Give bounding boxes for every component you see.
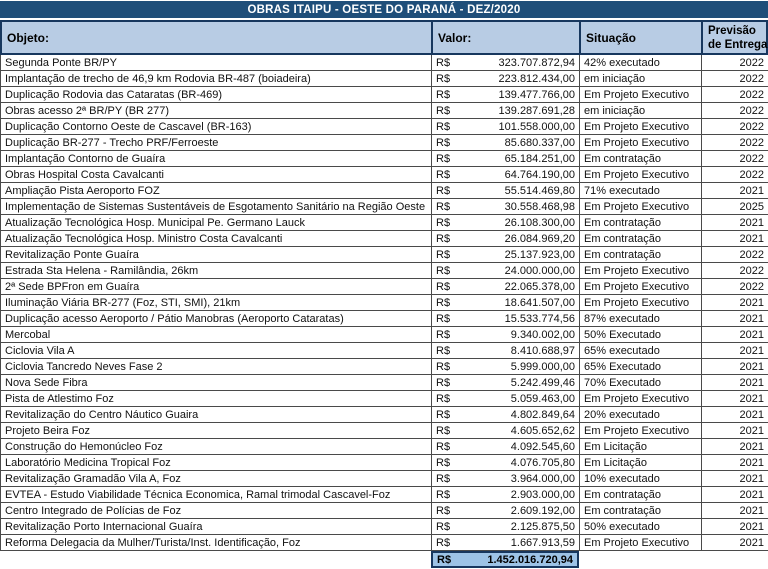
objeto-cell: Nova Sede Fibra: [1, 375, 432, 391]
currency-symbol: R$: [436, 56, 451, 69]
table-row: [0, 375, 768, 391]
situacao-cell: Em Licitação: [580, 439, 702, 455]
table-row: [0, 71, 768, 87]
column-header-situacao: Situação: [581, 22, 703, 53]
currency-symbol: R$: [436, 360, 451, 373]
valor-cell: [432, 407, 580, 423]
valor-amount: 5.059.463,00: [510, 392, 575, 405]
valor-amount: 323.707.872,94: [498, 56, 575, 69]
valor-cell: [432, 375, 580, 391]
objeto-cell: Atualização Tecnológica Hosp. Municipal Pe. Germano Lauck: [1, 215, 432, 231]
objeto-cell: Implementação de Sistemas Sustentáveis de Esgotamento Sanitário na Região Oeste: [1, 199, 432, 215]
objeto-cell: Centro Integrado de Polícias de Foz: [1, 503, 432, 519]
previsao-cell: 2022: [702, 279, 768, 295]
objeto-cell: Implantação de trecho de 46,9 km Rodovia BR-487 (boiadeira): [1, 71, 432, 87]
objeto-cell: Revitalização Ponte Guaíra: [1, 247, 432, 263]
objeto-cell: Mercobal: [1, 327, 432, 343]
table-row: [0, 327, 768, 343]
objeto-cell: Ciclovia Tancredo Neves Fase 2: [1, 359, 432, 375]
situacao-cell: Em Projeto Executivo: [580, 391, 702, 407]
currency-symbol: R$: [436, 184, 451, 197]
valor-cell: [432, 55, 580, 71]
table-row: [0, 263, 768, 279]
valor-cell: [432, 215, 580, 231]
objeto-cell: Duplicação BR-277 - Trecho PRF/Ferroeste: [1, 135, 432, 151]
currency-symbol: R$: [436, 392, 451, 405]
table-row: [0, 135, 768, 151]
valor-amount: 22.065.378,00: [504, 280, 575, 293]
valor-amount: 3.964.000,00: [510, 472, 575, 485]
situacao-cell: Em Projeto Executivo: [580, 263, 702, 279]
objeto-cell: 2ª Sede BPFron em Guaíra: [1, 279, 432, 295]
situacao-cell: em iniciação: [580, 71, 702, 87]
previsao-cell: 2021: [702, 343, 768, 359]
situacao-cell: 50% Executado: [580, 327, 702, 343]
valor-amount: 139.287.691,28: [498, 104, 575, 117]
total-row-empty-situacao: [579, 551, 701, 568]
valor-amount: 4.802.849,64: [510, 408, 575, 421]
valor-cell: [432, 183, 580, 199]
table-row: [0, 455, 768, 471]
previsao-cell: 2021: [702, 327, 768, 343]
total-row-empty-left: [0, 551, 431, 568]
total-currency-symbol: R$: [437, 553, 452, 566]
objeto-cell: Atualização Tecnológica Hosp. Ministro Costa Cavalcanti: [1, 231, 432, 247]
situacao-cell: Em Projeto Executivo: [580, 535, 702, 551]
situacao-cell: em iniciação: [580, 103, 702, 119]
table-row: [0, 119, 768, 135]
valor-amount: 8.410.688,97: [510, 344, 575, 357]
objeto-cell: EVTEA - Estudo Viabilidade Técnica Economica, Ramal trimodal Cascavel-Foz: [1, 487, 432, 503]
previsao-cell: 2021: [702, 519, 768, 535]
table-row: [0, 103, 768, 119]
table-row: [0, 87, 768, 103]
situacao-cell: Em Projeto Executivo: [580, 119, 702, 135]
currency-symbol: R$: [436, 120, 451, 133]
currency-symbol: R$: [436, 88, 451, 101]
valor-cell: [432, 455, 580, 471]
table-body: [0, 55, 768, 551]
valor-cell: [432, 167, 580, 183]
valor-amount: 26.108.300,00: [504, 216, 575, 229]
table-row: [0, 167, 768, 183]
valor-cell: [432, 119, 580, 135]
valor-amount: 25.137.923,00: [504, 248, 575, 261]
valor-cell: [432, 359, 580, 375]
valor-amount: 15.533.774,56: [504, 312, 575, 325]
currency-symbol: R$: [436, 536, 451, 549]
previsao-cell: 2021: [702, 375, 768, 391]
valor-amount: 5.242.499,46: [510, 376, 575, 389]
currency-symbol: R$: [436, 488, 451, 501]
previsao-cell: 2021: [702, 439, 768, 455]
objeto-cell: Segunda Ponte BR/PY: [1, 55, 432, 71]
valor-cell: [432, 487, 580, 503]
situacao-cell: 70% Executado: [580, 375, 702, 391]
valor-cell: [432, 327, 580, 343]
previsao-cell: 2021: [702, 359, 768, 375]
table-row: [0, 215, 768, 231]
situacao-cell: Em Projeto Executivo: [580, 135, 702, 151]
currency-symbol: R$: [436, 104, 451, 117]
total-row: [0, 551, 768, 568]
situacao-cell: 42% executado: [580, 55, 702, 71]
currency-symbol: R$: [436, 280, 451, 293]
currency-symbol: R$: [436, 440, 451, 453]
previsao-cell: 2021: [702, 487, 768, 503]
table-row: [0, 487, 768, 503]
valor-amount: 101.558.000,00: [498, 120, 575, 133]
valor-amount: 139.477.766,00: [498, 88, 575, 101]
situacao-cell: 87% executado: [580, 311, 702, 327]
valor-amount: 2.609.192,00: [510, 504, 575, 517]
currency-symbol: R$: [436, 72, 451, 85]
total-row-empty-previsao: [701, 551, 768, 568]
valor-cell: [432, 423, 580, 439]
objeto-cell: Implantação Contorno de Guaíra: [1, 151, 432, 167]
currency-symbol: R$: [436, 376, 451, 389]
situacao-cell: Em contratação: [580, 247, 702, 263]
table-row: [0, 231, 768, 247]
valor-cell: [432, 135, 580, 151]
objeto-cell: Construção do Hemonúcleo Foz: [1, 439, 432, 455]
objeto-cell: Obras acesso 2ª BR/PY (BR 277): [1, 103, 432, 119]
previsao-cell: 2021: [702, 455, 768, 471]
currency-symbol: R$: [436, 200, 451, 213]
valor-cell: [432, 519, 580, 535]
valor-cell: [432, 503, 580, 519]
objeto-cell: Revitalização do Centro Náutico Guaira: [1, 407, 432, 423]
currency-symbol: R$: [436, 232, 451, 245]
table-row: [0, 471, 768, 487]
table-header-row: [0, 20, 768, 55]
previsao-cell: 2021: [702, 503, 768, 519]
currency-symbol: R$: [436, 312, 451, 325]
column-header-previsao: Previsão de Entrega: [708, 24, 768, 51]
previsao-cell: 2022: [702, 135, 768, 151]
previsao-cell: 2022: [702, 87, 768, 103]
valor-amount: 55.514.469,80: [504, 184, 575, 197]
situacao-cell: Em contratação: [580, 487, 702, 503]
table-row: [0, 151, 768, 167]
valor-cell: [432, 199, 580, 215]
table-row: [0, 503, 768, 519]
table-row: [0, 295, 768, 311]
previsao-cell: 2022: [702, 55, 768, 71]
table-row: [0, 183, 768, 199]
previsao-cell: 2021: [702, 215, 768, 231]
previsao-cell: 2021: [702, 183, 768, 199]
situacao-cell: Em contratação: [580, 151, 702, 167]
currency-symbol: R$: [436, 264, 451, 277]
valor-cell: [432, 263, 580, 279]
currency-symbol: R$: [436, 408, 451, 421]
currency-symbol: R$: [436, 296, 451, 309]
previsao-cell: 2021: [702, 471, 768, 487]
situacao-cell: 65% executado: [580, 343, 702, 359]
situacao-cell: Em Projeto Executivo: [580, 423, 702, 439]
previsao-cell: 2021: [702, 407, 768, 423]
valor-amount: 26.084.969,20: [504, 232, 575, 245]
previsao-cell: 2022: [702, 71, 768, 87]
objeto-cell: Obras Hospital Costa Cavalcanti: [1, 167, 432, 183]
previsao-cell: 2022: [702, 167, 768, 183]
objeto-cell: Duplicação Rodovia das Cataratas (BR-469): [1, 87, 432, 103]
previsao-cell: 2021: [702, 535, 768, 551]
valor-cell: [432, 231, 580, 247]
situacao-cell: 20% executado: [580, 407, 702, 423]
valor-cell: [432, 279, 580, 295]
valor-amount: 4.092.545,60: [510, 440, 575, 453]
valor-cell: [432, 471, 580, 487]
previsao-cell: 2021: [702, 311, 768, 327]
valor-cell: [432, 391, 580, 407]
situacao-cell: Em contratação: [580, 503, 702, 519]
valor-amount: 18.641.507,00: [504, 296, 575, 309]
obras-itaipu-table: [0, 1, 768, 569]
objeto-cell: Pista de Atlestimo Foz: [1, 391, 432, 407]
objeto-cell: Revitalização Gramadão Vila A, Foz: [1, 471, 432, 487]
previsao-cell: 2022: [702, 247, 768, 263]
objeto-cell: Revitalização Porto Internacional Guaíra: [1, 519, 432, 535]
currency-symbol: R$: [436, 520, 451, 533]
valor-cell: [432, 535, 580, 551]
valor-amount: 30.558.468,98: [504, 200, 575, 213]
total-valor-cell: [431, 551, 579, 568]
previsao-cell: 2021: [702, 391, 768, 407]
objeto-cell: Ciclovia Vila A: [1, 343, 432, 359]
currency-symbol: R$: [436, 136, 451, 149]
situacao-cell: 10% executado: [580, 471, 702, 487]
table-row: [0, 519, 768, 535]
table-row: [0, 247, 768, 263]
table-title-bar: [0, 1, 768, 18]
valor-cell: [432, 87, 580, 103]
objeto-cell: Ampliação Pista Aeroporto FOZ: [1, 183, 432, 199]
situacao-cell: Em Projeto Executivo: [580, 167, 702, 183]
table-row: [0, 279, 768, 295]
table-row: [0, 199, 768, 215]
valor-cell: [432, 295, 580, 311]
currency-symbol: R$: [436, 168, 451, 181]
previsao-cell: 2022: [702, 151, 768, 167]
valor-cell: [432, 151, 580, 167]
currency-symbol: R$: [436, 248, 451, 261]
valor-amount: 4.076.705,80: [510, 456, 575, 469]
table-row: [0, 343, 768, 359]
valor-cell: [432, 439, 580, 455]
valor-amount: 1.667.913,59: [510, 536, 575, 549]
previsao-cell: 2021: [702, 423, 768, 439]
valor-cell: [432, 311, 580, 327]
objeto-cell: Iluminação Viária BR-277 (Foz, STI, SMI), 21km: [1, 295, 432, 311]
previsao-cell: 2022: [702, 103, 768, 119]
objeto-cell: Duplicação acesso Aeroporto / Pátio Manobras (Aeroporto Cataratas): [1, 311, 432, 327]
currency-symbol: R$: [436, 152, 451, 165]
table-row: [0, 407, 768, 423]
objeto-cell: Reforma Delegacia da Mulher/Turista/Inst. Identificação, Foz: [1, 535, 432, 551]
situacao-cell: Em contratação: [580, 231, 702, 247]
table-title: OBRAS ITAIPU - OESTE DO PARANÁ - DEZ/2020: [247, 3, 521, 16]
objeto-cell: Duplicação Contorno Oeste de Cascavel (BR-163): [1, 119, 432, 135]
situacao-cell: Em Licitação: [580, 455, 702, 471]
column-header-valor: Valor:: [433, 22, 581, 53]
valor-amount: 2.125.875,50: [510, 520, 575, 533]
currency-symbol: R$: [436, 472, 451, 485]
table-row: [0, 423, 768, 439]
total-amount: 1.452.016.720,94: [487, 553, 573, 566]
previsao-cell: 2021: [702, 231, 768, 247]
previsao-cell: 2025: [702, 199, 768, 215]
table-row: [0, 535, 768, 551]
situacao-cell: Em Projeto Executivo: [580, 199, 702, 215]
valor-cell: [432, 247, 580, 263]
situacao-cell: 65% Executado: [580, 359, 702, 375]
previsao-cell: 2022: [702, 263, 768, 279]
valor-amount: 9.340.002,00: [510, 328, 575, 341]
valor-cell: [432, 103, 580, 119]
currency-symbol: R$: [436, 504, 451, 517]
valor-amount: 5.999.000,00: [510, 360, 575, 373]
currency-symbol: R$: [436, 344, 451, 357]
situacao-cell: Em Projeto Executivo: [580, 279, 702, 295]
objeto-cell: Estrada Sta Helena - Ramilândia, 26km: [1, 263, 432, 279]
currency-symbol: R$: [436, 328, 451, 341]
valor-amount: 24.000.000,00: [504, 264, 575, 277]
table-row: [0, 359, 768, 375]
previsao-cell: 2021: [702, 295, 768, 311]
previsao-cell: 2022: [702, 119, 768, 135]
currency-symbol: R$: [436, 424, 451, 437]
situacao-cell: 50% executado: [580, 519, 702, 535]
table-row: [0, 55, 768, 71]
valor-amount: 65.184.251,00: [504, 152, 575, 165]
valor-amount: 85.680.337,00: [504, 136, 575, 149]
valor-amount: 2.903.000,00: [510, 488, 575, 501]
objeto-cell: Projeto Beira Foz: [1, 423, 432, 439]
table-row: [0, 391, 768, 407]
table-row: [0, 439, 768, 455]
situacao-cell: 71% executado: [580, 183, 702, 199]
currency-symbol: R$: [436, 216, 451, 229]
valor-amount: 64.764.190,00: [504, 168, 575, 181]
valor-cell: [432, 71, 580, 87]
situacao-cell: Em Projeto Executivo: [580, 295, 702, 311]
situacao-cell: Em contratação: [580, 215, 702, 231]
situacao-cell: Em Projeto Executivo: [580, 87, 702, 103]
objeto-cell: Laboratório Medicina Tropical Foz: [1, 455, 432, 471]
valor-amount: 4.605.652,62: [510, 424, 575, 437]
currency-symbol: R$: [436, 456, 451, 469]
valor-cell: [432, 343, 580, 359]
valor-amount: 223.812.434,00: [498, 72, 575, 85]
table-row: [0, 311, 768, 327]
column-header-objeto: Objeto:: [2, 22, 433, 53]
